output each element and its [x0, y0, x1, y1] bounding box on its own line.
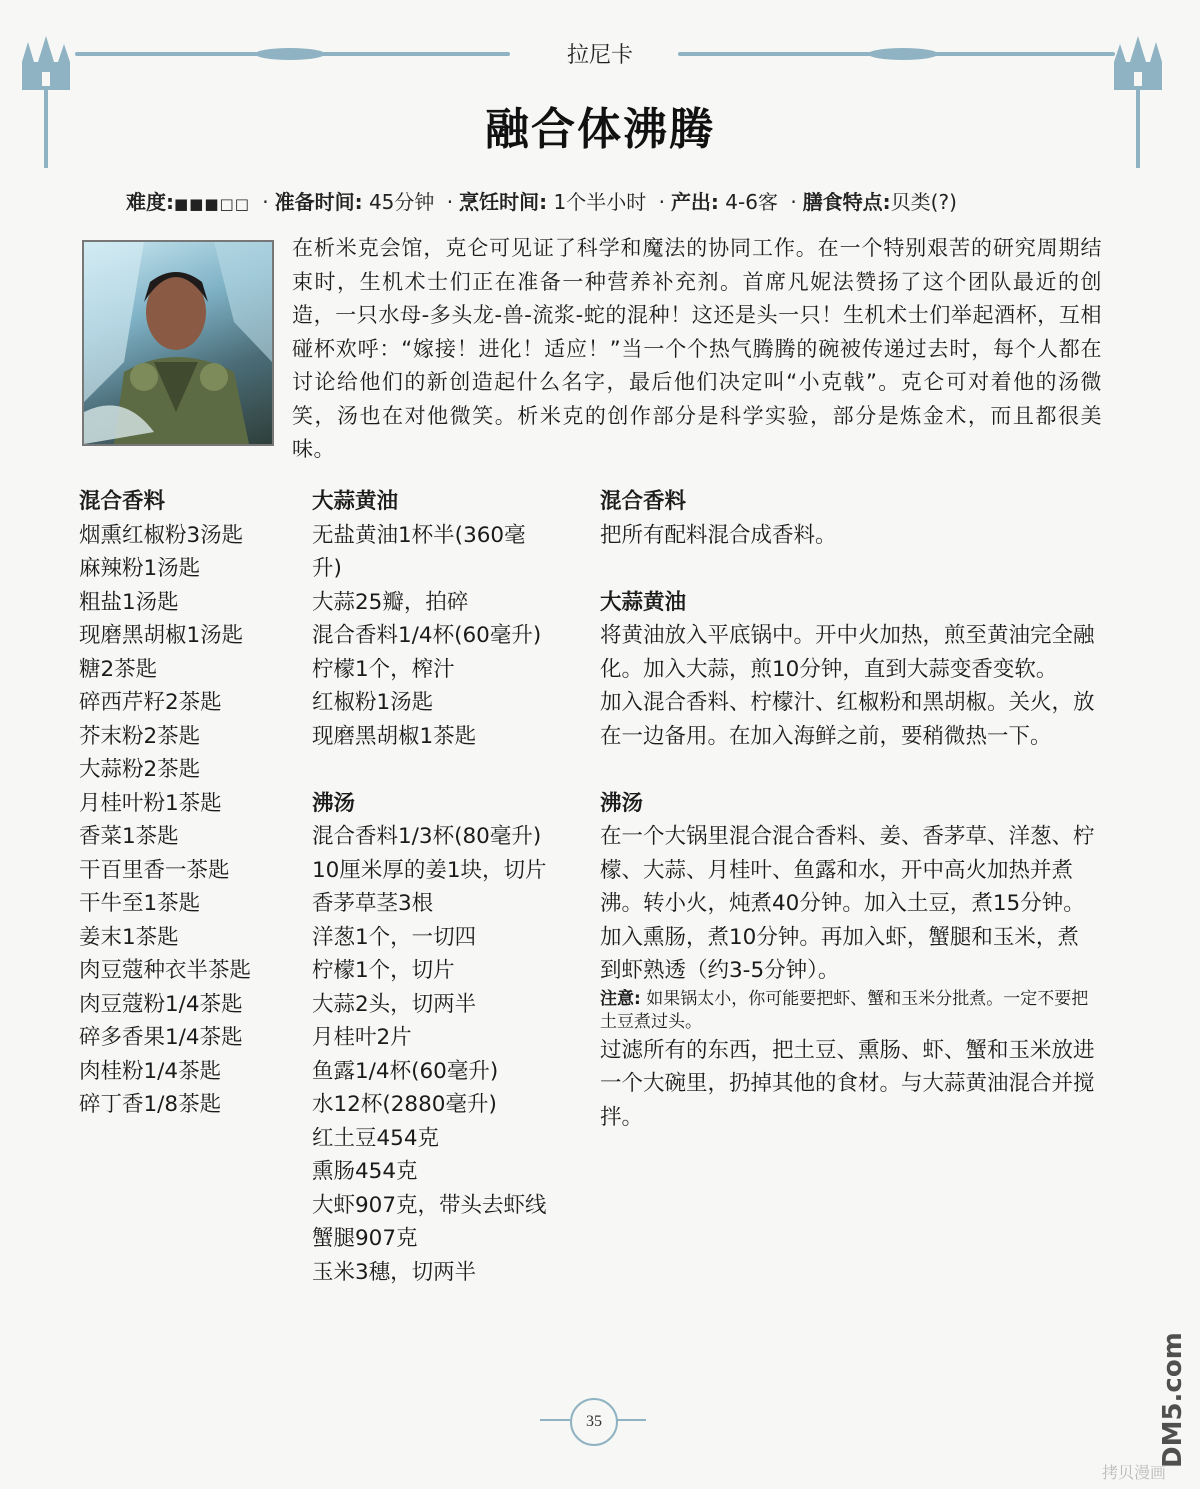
step-heading: 混合香料: [600, 489, 687, 514]
yield-label: 产出:: [670, 190, 719, 214]
cooking-note: [600, 988, 1100, 1034]
recipe-title: 融合体沸腾: [485, 104, 715, 155]
ingredient-item: 鱼露1/4杯(60毫升): [312, 1058, 499, 1084]
page-number-divider: [540, 1419, 570, 1421]
ingredient-item: 月桂叶粉1茶匙: [79, 790, 222, 816]
prep-time-label: 准备时间:: [274, 190, 363, 214]
spacer: [600, 753, 1100, 787]
step-heading: 大蒜黄油: [600, 589, 687, 615]
ingredient-item: 干牛至1茶匙: [79, 891, 201, 916]
ingredient-item: 红椒粉1汤匙: [312, 690, 434, 715]
ingredient-list: [79, 519, 294, 1122]
ingredient-item: 混合香料1/3杯(80毫升): [312, 824, 542, 849]
ingredient-item: 姜末1茶匙: [79, 924, 179, 950]
ingredient-item: 蟹腿907克: [312, 1226, 418, 1251]
ingredient-item: 月桂叶2片: [312, 1025, 412, 1050]
ingredient-item: 糖2茶匙: [79, 656, 158, 682]
diet-value: 贝类(?): [890, 190, 957, 214]
watermark-side: DM5.com: [1158, 1332, 1188, 1468]
difficulty-value: ■■■□□: [174, 195, 250, 213]
page-number: 35: [570, 1398, 618, 1446]
ingredients-spice-blend: [79, 485, 294, 1122]
ingredient-item: 柠檬1个，榨汁: [312, 656, 455, 682]
watermark-bottom: 拷贝漫画: [1102, 1463, 1167, 1482]
instructions: [600, 485, 1100, 1134]
cook-time-value: 1个半小时: [553, 190, 647, 214]
ingredient-item: 肉豆蔻种衣半茶匙: [79, 958, 252, 983]
note-text: 如果锅太小，你可能要把虾、蟹和玉米分批煮。一定不要把土豆煮过头。: [600, 988, 1089, 1032]
ingredient-list: [312, 820, 552, 1289]
portrait-illustration: [84, 242, 272, 444]
ingredient-item: 无盐黄油1杯半(360毫升): [312, 522, 526, 581]
ingredient-item: 10厘米厚的姜1块，切片: [312, 857, 547, 883]
ingredients-butter-and-boil: [312, 485, 552, 1289]
step-heading: 沸汤: [600, 790, 644, 816]
ingredient-item: 水12杯(2880毫升): [312, 1092, 497, 1117]
ingredient-item: 肉桂粉1/4茶匙: [79, 1058, 222, 1084]
cook-time-label: 烹饪时间:: [459, 190, 548, 214]
meta-separator: ·: [658, 190, 665, 214]
ingredient-heading: 大蒜黄油: [312, 489, 399, 514]
step-text: 把所有配料混合成香料。: [600, 522, 837, 548]
ingredient-item: 洋葱1个，一切四: [312, 924, 477, 950]
ingredient-item: 香菜1茶匙: [79, 824, 179, 849]
ingredient-item: 香茅草茎3根: [312, 891, 434, 916]
ingredient-item: 碎西芹籽2茶匙: [79, 690, 222, 715]
spacer: [600, 552, 1100, 586]
ingredient-item: 肉豆蔻粉1/4茶匙: [79, 991, 243, 1017]
ingredient-heading: 混合香料: [79, 489, 166, 514]
ingredient-item: 粗盐1汤匙: [79, 589, 179, 615]
ingredient-item: 混合香料1/4杯(60毫升): [312, 623, 542, 648]
page-number-divider: [616, 1419, 646, 1421]
ingredient-item: 碎丁香1/8茶匙: [79, 1092, 222, 1117]
ingredient-item: 大蒜粉2茶匙: [79, 757, 201, 782]
ingredient-item: 碎多香果1/4茶匙: [79, 1025, 243, 1050]
ingredient-item: 玉米3穗，切两半: [312, 1259, 477, 1285]
prep-time-value: 45分钟: [368, 190, 435, 214]
step-text: 过滤所有的东西，把土豆、熏肠、虾、蟹和玉米放进一个大碗里，扔掉其他的食材。与大蒜黄油混合并搅拌。: [600, 1037, 1095, 1130]
ingredient-item: 大蒜2头，切两半: [312, 991, 477, 1017]
difficulty-label: 难度:: [126, 190, 174, 214]
ingredient-item: 干百里香一茶匙: [79, 857, 230, 883]
ingredient-heading: 沸汤: [312, 790, 356, 816]
ingredient-item: 现磨黑胡椒1茶匙: [312, 723, 477, 749]
step-text: 在一个大锅里混合混合香料、姜、香茅草、洋葱、柠檬、大蒜、月桂叶、鱼露和水，开中高火加热并煮沸。转小火，炖煮40分钟。加入土豆，煮15分钟。加入熏肠，煮10分钟。再加入虾，蟹腿和玉米，煮到虾熟透（约3-5分钟）。: [600, 824, 1095, 983]
character-portrait: [82, 240, 274, 446]
ingredient-item: 大虾907克，带头去虾线: [312, 1192, 547, 1218]
ingredient-item: 柠檬1个，切片: [312, 958, 455, 983]
meta-separator: ·: [790, 190, 797, 214]
spacer: [312, 753, 552, 787]
ingredient-item: 麻辣粉1汤匙: [79, 556, 201, 581]
meta-separator: ·: [446, 190, 454, 214]
yield-value: 4-6客: [725, 190, 778, 214]
ingredient-list: [312, 519, 552, 754]
step-text: 加入混合香料、柠檬汁、红椒粉和黑胡椒。关火，放在一边备用。在加入海鲜之前，要稍微热一下。: [600, 690, 1095, 749]
section-title: 拉尼卡: [566, 42, 633, 67]
recipe-intro: 在析米克会馆，克仑可见证了科学和魔法的协同工作。在一个特别艰苦的研究周期结束时，生机术士们正在准备一种营养补充剂。首席凡妮法赞扬了这个团队最近的创造，一只水母-多头龙-兽-流浆-蛇的混种！这还是头一只！生机术士们举起酒杯，互相碰杯欢呼：“嫁接！进化！适应！”当一个个热气腾腾的碗被传递过去时，每个人都在讨论给他们的新创造起什么名字，最后他们决定叫“小克戟”。克仑可对着他的汤微笑，汤也在对他微笑。析米克的创作部分是科学实验，部分是炼金术，而且都很美味。: [292, 236, 1102, 461]
ingredient-item: 红土豆454克: [312, 1125, 440, 1151]
ingredient-item: 熏肠454克: [312, 1159, 418, 1184]
diet-label: 膳食特点:: [802, 190, 891, 214]
ingredient-item: 芥末粉2茶匙: [79, 723, 201, 749]
ingredient-item: 烟熏红椒粉3汤匙: [79, 522, 244, 548]
step-text: 将黄油放入平底锅中。开中火加热，煎至黄油完全融化。加入大蒜，煎10分钟，直到大蒜变香变软。: [600, 623, 1095, 682]
recipe-meta: [126, 186, 1146, 215]
note-label: 注意:: [600, 988, 641, 1009]
meta-separator: ·: [262, 190, 269, 214]
ingredient-item: 现磨黑胡椒1汤匙: [79, 623, 244, 648]
ingredient-item: 大蒜25瓣，拍碎: [312, 589, 469, 615]
